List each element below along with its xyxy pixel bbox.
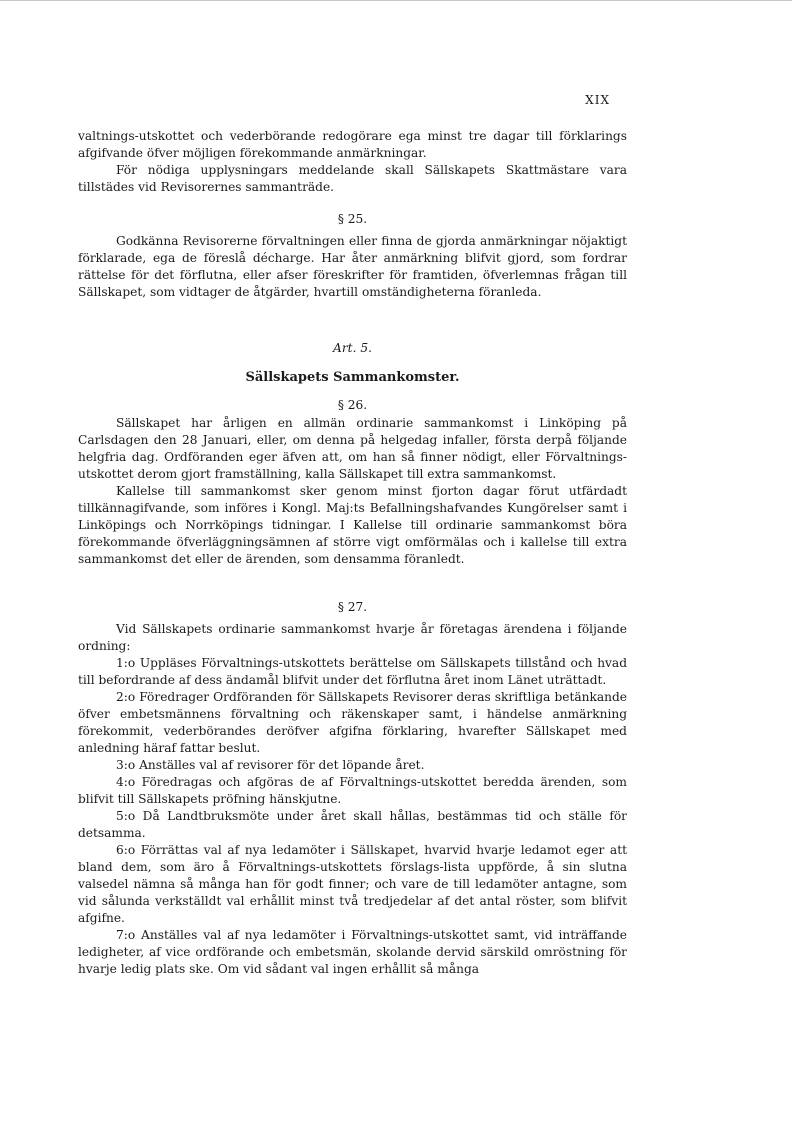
section-27-intro: Vid Sällskapets ordinarie sammankomst hvarje år företagas ärendena i följande ordning: <box>78 622 627 653</box>
list-item: 1:o Uppläses Förvaltnings-utskottets berättelse om Sällskapets tillstånd och hvad till befordrande af dess ändamål blifvit under det förflutna året inom Länet uträttadt. <box>78 656 627 687</box>
list-item: 7:o Anställes val af nya ledamöter i Förvaltnings-utskottet samt, vid inträffande ledigheter, af vice ordförande och embetsmän, skolande dervid särskild omröstning för hvarje ledig plats ske. Om vid sådant val ingen erhållit så många <box>78 928 627 976</box>
section-27-body <box>78 621 627 978</box>
article-5-label: Art. 5. <box>333 341 372 355</box>
section-26-heading: § 26. <box>337 398 368 412</box>
list-item: 2:o Föredrager Ordföranden för Sällskapets Revisorer deras skriftliga betänkande öfver embetsmännens förvaltning och räkenskaper samt, i händelse anmärkning förekommit, vederbörandes deröfver afgifna förklaring, hvarefter Sällskapet med anledning häraf fattar beslut. <box>78 690 627 755</box>
intro-section <box>78 128 627 196</box>
page-number: XIX <box>585 93 610 107</box>
article-5-title: Sällskapets Sammankomster. <box>245 370 460 385</box>
section-26-paragraph-2: Kallelse till sammankomst sker genom minst fjorton dagar förut utfärdadt tillkännagifvande, som införes i Kongl. Maj:ts Befallningshafvandes Kungörelser samt i Linköpings och Norrköpings tidningar. I Kallelse till ordinarie sammankomst böra förekommande öfverläggningsämnen af större vigt omförmälas och i kallelse till extra sammankomst det eller de ärenden, som densamma föranledt. <box>78 484 627 566</box>
section-27-heading: § 27. <box>337 600 368 614</box>
section-25-paragraph: Godkänna Revisorerne förvaltningen eller finna de gjorda anmärkningar nöjaktigt förklarade, ega de föreslå décharge. Har åter anmärkning blifvit gjord, som fordrar rättelse för det förflutna, eller afser föreskrifter för framtiden, öfverlemnas frågan till Sällskapet, som vidtager de åtgärder, hvartill omständigheterna föranleda. <box>78 234 627 299</box>
section-25-heading: § 25. <box>337 212 368 226</box>
list-item: 4:o Föredragas och afgöras de af Förvaltnings-utskottet beredda ärenden, som blifvit till Sällskapets pröfning hänskjutne. <box>78 775 627 806</box>
section-25-body <box>78 233 627 301</box>
list-item: 5:o Då Landtbruksmöte under året skall hållas, bestämmas tid och ställe för detsamma. <box>78 809 627 840</box>
section-26-paragraph-1: Sällskapet har årligen en allmän ordinarie sammankomst i Linköping på Carlsdagen den 28 Januari, eller, om denna på helgedag infaller, första derpå följande helgfria dag. Ordföranden eger äfven att, om han så finner nödigt, eller Förvaltnings-utskottet derom gjort framställning, kalla Sällskapet till extra sammankomst. <box>78 416 627 481</box>
intro-paragraph-2: För nödiga upplysningars meddelande skall Sällskapets Skattmästare vara tillstädes vid Revisorernes sammanträde. <box>78 163 627 194</box>
page-top-edge <box>0 0 792 1</box>
list-item: 6:o Förrättas val af nya ledamöter i Sällskapet, hvarvid hvarje ledamot eger att bland dem, som äro å Förvaltnings-utskottets förslags-lista uppförde, å sin slutna valsedel nämna så många han för godt finner; och vare de till ledamöter antagne, som vid sålunda verkställdt val erhållit minst två tredjedelar af det antal röster, som blifvit afgifne. <box>78 843 627 925</box>
section-26-body <box>78 415 627 568</box>
list-item: 3:o Anställes val af revisorer för det löpande året. <box>116 758 425 772</box>
intro-paragraph-1: valtnings-utskottet och vederbörande redogörare ega minst tre dagar till förklarings afgifvande öfver möjligen förekommande anmärkningar. <box>78 129 627 160</box>
